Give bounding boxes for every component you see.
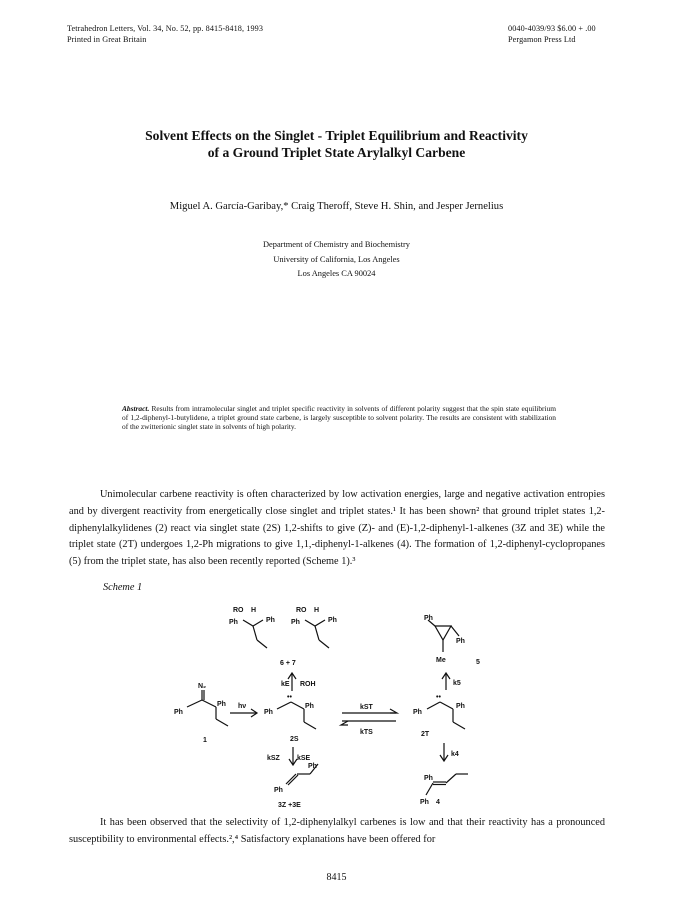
ph-label-1b: Ph: [217, 701, 226, 708]
affiliation-line-1: Department of Chemistry and Biochemistry: [263, 240, 410, 249]
roh-reagent-label: ROH: [300, 681, 316, 688]
issn-line: 0040-4039/93 $6.00 + .00: [508, 24, 596, 33]
title-line-1: Solvent Effects on the Singlet - Triplet Equilibrium and Reactivity: [145, 128, 528, 143]
ph-label-2s-a: Ph: [264, 709, 273, 716]
compound-5-label: 5: [476, 659, 480, 666]
compound-4-label: 4: [436, 799, 440, 806]
k5-rate-label: k5: [453, 680, 461, 687]
ph-label-5a: Ph: [424, 615, 433, 622]
affiliation-line-2: University of California, Los Angeles: [273, 254, 400, 264]
n2-label: N₂: [198, 683, 207, 690]
ph-label-3b: Ph: [274, 787, 283, 794]
ph-label-1a: Ph: [174, 709, 183, 716]
ph-label-3a: Ph: [308, 763, 317, 770]
ksz-rate-label: kSZ: [267, 755, 280, 762]
kst-rate-label: kST: [360, 704, 373, 711]
compound-2t-label: 2T: [421, 731, 430, 738]
publisher-line: Pergamon Press Ltd: [508, 34, 576, 44]
title-line-2: of a Ground Triplet State Arylalkyl Carbene: [207, 145, 466, 160]
printed-line: Printed in Great Britain: [67, 34, 147, 44]
scheme-label: Scheme 1: [103, 582, 143, 593]
price-code: [508, 24, 596, 45]
ro-label-6: RO: [233, 607, 244, 614]
kts-rate-label: kTS: [360, 729, 373, 736]
abstract: [122, 405, 556, 432]
page-number: 8415: [326, 872, 347, 883]
ph-label-4b: Ph: [420, 799, 429, 806]
affiliation-line-3: Los Angeles CA 90024: [297, 269, 376, 278]
h-label-6: H: [251, 607, 257, 614]
ke-rate-label: kE: [281, 681, 290, 688]
ph-label-4a: Ph: [424, 775, 433, 782]
ph-label-7a: Ph: [291, 619, 300, 626]
compound-2s-label: 2S: [290, 736, 299, 743]
body-paragraph-2: It has been observed that the selectivity of 1,2-diphenylalkyl carbenes is low and that their reactivity has a pronounced susceptibility to environmental effects.²,⁴ Satisfactory explanations have been offered for: [69, 817, 605, 845]
carbene-dots-2s: ••: [287, 694, 292, 701]
h-label-7: H: [314, 607, 320, 614]
ph-label-6b: Ph: [266, 617, 275, 624]
compound-6-7-label: 6 + 7: [280, 660, 296, 667]
ph-label-2t-a: Ph: [413, 709, 422, 716]
ph-label-6a: Ph: [229, 619, 238, 626]
paper-title: [0, 127, 673, 161]
ph-label-2t-b: Ph: [456, 703, 465, 710]
compound-1-label: 1: [203, 737, 207, 744]
carbene-dots-2t: ••: [436, 694, 441, 701]
ph-label-5b: Ph: [456, 638, 465, 645]
kse-rate-label: kSE: [297, 755, 311, 762]
hv-label: hν: [238, 703, 247, 710]
affiliation: [0, 238, 673, 282]
author-list: Miguel A. García-Garibay,* Craig Theroff, Steve H. Shin, and Jesper Jernelius: [169, 201, 504, 212]
abstract-label: Abstract.: [122, 404, 150, 413]
ph-label-7b: Ph: [328, 617, 337, 624]
body-paragraph-1: Unimolecular carbene reactivity is often characterized by low activation energies, large and negative activation entropies and by divergent reactivity from energetically close singlet and triplet states.¹ It has been shown² that ground triplet states 1,2-diphenylalkylidenes (2) react via singlet state (2S) 1,2-shifts to give (Z)- and (E)-1,2-diphenyl-1-alkenes (3Z and 3E) while the triplet state (2T) undergoes 1,2-Ph migrations to give 1,1,-diphenyl-1-alkenes (4). The formation of 1,2-diphenyl-cyclopropanes (5) from the triplet state, has also been recently reported (Scheme 1).³: [69, 489, 605, 568]
abstract-text: Results from intramolecular singlet and triplet specific reactivity in solvents of different polarity suggest that the spin state equilibrium of 1,2-diphenyl-1-butylidene, a triplet ground state carbene, is largely susceptible to solvent polarity. The results are consistent with stabilization of the zwitterionic singlet state in solvents of high polarity.: [122, 404, 556, 431]
journal-citation: [67, 24, 263, 45]
ro-label-7: RO: [296, 607, 307, 614]
citation-line: Tetrahedron Letters, Vol. 34, No. 52, pp. 8415-8418, 1993: [67, 24, 264, 33]
me-label-5: Me: [436, 657, 446, 664]
reaction-scheme: [170, 598, 530, 810]
k4-rate-label: k4: [451, 751, 459, 758]
ph-label-2s-b: Ph: [305, 703, 314, 710]
compound-3-label: 3Z +3E: [278, 802, 301, 809]
